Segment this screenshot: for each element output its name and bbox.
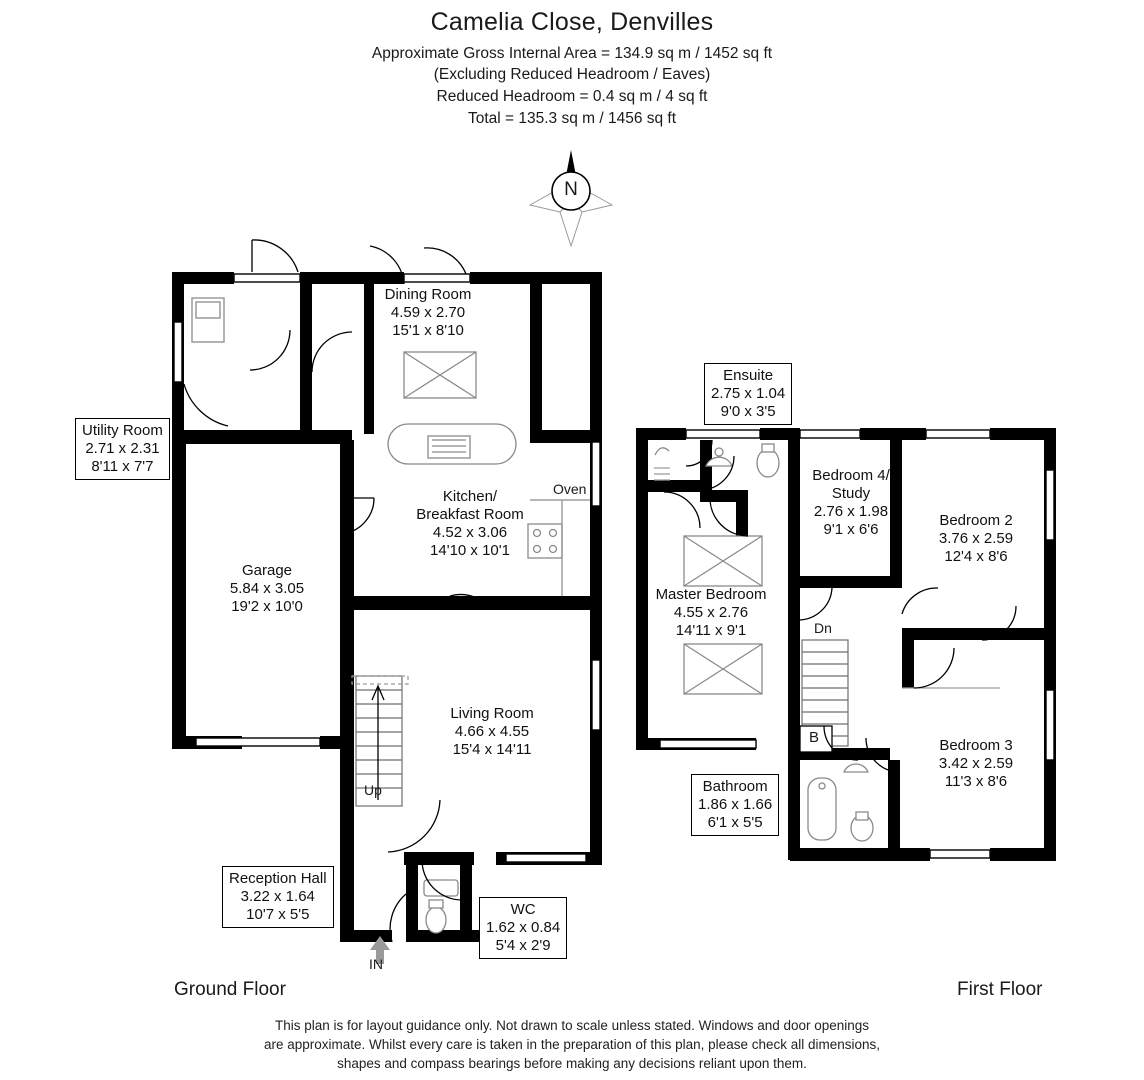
disclaimer-line-1: This plan is for layout guidance only. Not drawn to scale unless stated. Windows and door openings bbox=[274, 1018, 870, 1033]
room-label-utility-room: Utility Room 2.71 x 2.31 8'11 x 7'7 bbox=[75, 418, 170, 480]
ground-floor-caption: Ground Floor bbox=[174, 979, 286, 1000]
compass-north-label: N bbox=[564, 179, 578, 200]
room-label-ensuite: Ensuite 2.75 x 1.04 9'0 x 3'5 bbox=[704, 363, 792, 425]
room-label-bathroom: Bathroom 1.86 x 1.66 6'1 x 5'5 bbox=[691, 774, 779, 836]
marker-in: IN bbox=[369, 956, 383, 972]
bathroom-fixtures-icon bbox=[808, 764, 873, 841]
disclaimer-line-2: are approximate. Whilst every care is taken in the preparation of this plan, please check all dimensions, bbox=[263, 1037, 881, 1052]
utility-appliance-icon bbox=[192, 298, 224, 342]
room-label-bedroom-4-study: Bedroom 4/ Study 2.76 x 1.98 9'1 x 6'6 bbox=[812, 467, 890, 538]
disclaimer bbox=[0, 1016, 1144, 1073]
room-label-reception-hall: Reception Hall 3.22 x 1.64 10'7 x 5'5 bbox=[222, 866, 334, 928]
room-label-wc: WC 1.62 x 0.84 5'4 x 2'9 bbox=[479, 897, 567, 959]
marker-down: Dn bbox=[814, 620, 832, 636]
area-summary-line-2: (Excluding Reduced Headroom / Eaves) bbox=[433, 66, 711, 83]
ensuite-fixtures-icon bbox=[654, 444, 779, 480]
area-summary-line-4: Total = 135.3 sq m / 1456 sq ft bbox=[467, 110, 677, 127]
wc-fixtures-icon bbox=[424, 880, 458, 933]
kitchen-island-icon bbox=[388, 424, 516, 464]
first-floor-caption: First Floor bbox=[957, 979, 1043, 1000]
room-label-bedroom-2: Bedroom 2 3.76 x 2.59 12'4 x 8'6 bbox=[938, 512, 1014, 565]
marker-oven: Oven bbox=[553, 481, 587, 497]
area-summary-line-3: Reduced Headroom = 0.4 sq m / 4 sq ft bbox=[436, 88, 708, 105]
room-label-dining-room: Dining Room 4.59 x 2.70 15'1 x 8'10 bbox=[384, 286, 472, 339]
room-label-living-room: Living Room 4.66 x 4.55 15'4 x 14'11 bbox=[450, 705, 534, 758]
dining-table-icon bbox=[404, 352, 476, 398]
room-label-bedroom-3: Bedroom 3 3.42 x 2.59 11'3 x 8'6 bbox=[938, 737, 1014, 790]
marker-boiler: B bbox=[809, 729, 820, 746]
disclaimer-line-3: shapes and compass bearings before making any decisions reliant upon them. bbox=[337, 1056, 807, 1071]
room-label-master-bedroom: Master Bedroom 4.55 x 2.76 14'11 x 9'1 bbox=[655, 586, 767, 639]
area-summary-line-1: Approximate Gross Internal Area = 134.9 sq m / 1452 sq ft bbox=[371, 45, 773, 62]
room-label-kitchen-breakfast-room: Kitchen/ Breakfast Room 4.52 x 3.06 14'10 x 10'1 bbox=[416, 488, 524, 559]
marker-up: Up bbox=[364, 782, 382, 798]
room-label-garage: Garage 5.84 x 3.05 19'2 x 10'0 bbox=[229, 562, 305, 615]
page-title: Camelia Close, Denvilles bbox=[430, 8, 714, 36]
